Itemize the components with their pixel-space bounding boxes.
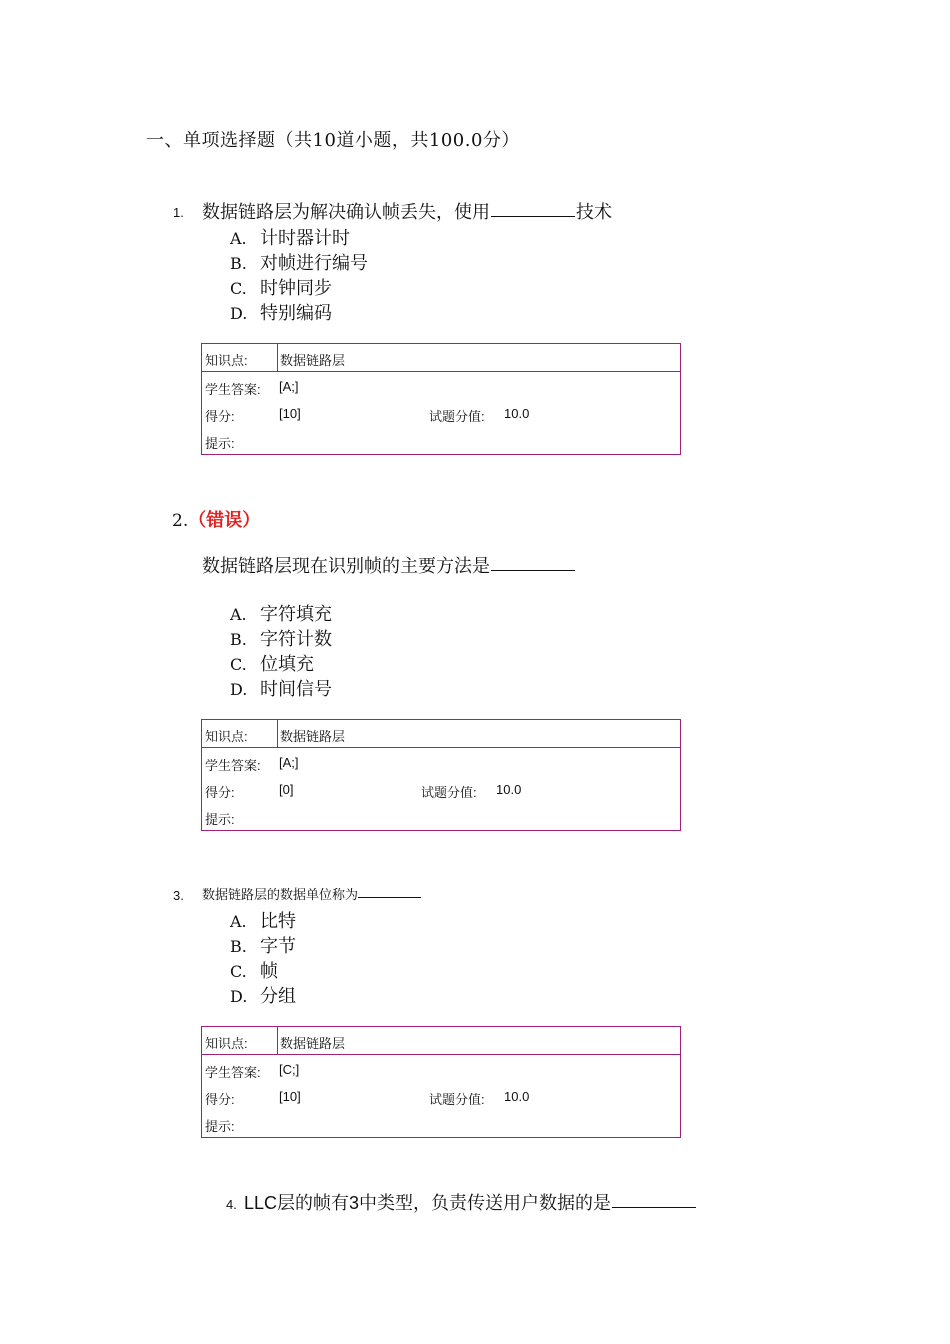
student-answer-value: [C;] [279, 1062, 300, 1077]
knowledge-label: 知识点: [205, 353, 248, 368]
full-score-value: 10.0 [496, 782, 522, 797]
option-b: B. 字符计数 [230, 629, 332, 650]
option-d: D. 特别编码 [230, 303, 332, 324]
question-number: 3. [173, 888, 184, 903]
answer-blank [491, 569, 575, 571]
option-b: B. 字节 [230, 936, 296, 957]
section-title: 一、单项选择题（共10道小题，共100.0分） [146, 130, 520, 151]
answer-info-box [201, 343, 681, 455]
question-text: LLC层的帧有3中类型，负责传送用户数据的是 [244, 1189, 697, 1215]
option-d: D. 分组 [230, 986, 296, 1007]
score-label: 得分: [205, 785, 235, 800]
student-answer-label: 学生答案: [205, 758, 261, 773]
option-b: B. 对帧进行编号 [230, 253, 368, 274]
answer-blank [358, 896, 421, 898]
score-label: 得分: [205, 1092, 235, 1107]
knowledge-value: 数据链路层 [280, 353, 346, 368]
score-value: [10] [279, 1089, 301, 1104]
student-answer-value: [A;] [279, 755, 299, 770]
option-a: A. 字符填充 [230, 604, 332, 625]
answer-info-box [201, 1026, 681, 1138]
question-text: 数据链路层的数据单位称为 [202, 884, 421, 903]
knowledge-label: 知识点: [205, 1036, 248, 1051]
question-number: 2.（错误） [172, 510, 261, 531]
full-score-label: 试题分值: [429, 1092, 485, 1107]
full-score-label: 试题分值: [429, 409, 485, 424]
score-value: [10] [279, 406, 301, 421]
student-answer-label: 学生答案: [205, 1065, 261, 1080]
answer-blank [491, 215, 575, 217]
option-a: A. 比特 [230, 911, 296, 932]
student-answer-value: [A;] [279, 379, 299, 394]
student-answer-label: 学生答案: [205, 382, 261, 397]
question-number: 1. [173, 205, 184, 220]
hint-label: 提示: [205, 1119, 235, 1134]
option-c: C. 时钟同步 [230, 278, 332, 299]
answer-blank [612, 1206, 696, 1208]
option-c: C. 位填充 [230, 654, 314, 675]
option-a: A. 计时器计时 [230, 228, 350, 249]
score-label: 得分: [205, 409, 235, 424]
wrong-status: （错误） [188, 510, 261, 531]
question-text: 数据链路层现在识别帧的主要方法是 [202, 552, 576, 578]
full-score-value: 10.0 [504, 406, 530, 421]
option-d: D. 时间信号 [230, 679, 332, 700]
knowledge-value: 数据链路层 [280, 729, 346, 744]
answer-info-box [201, 719, 681, 831]
knowledge-label: 知识点: [205, 729, 248, 744]
hint-label: 提示: [205, 812, 235, 827]
question-number: 4. [226, 1197, 237, 1212]
option-c: C. 帧 [230, 961, 278, 982]
question-text: 数据链路层为解决确认帧丢失，使用 技术 [202, 202, 612, 223]
score-value: [0] [279, 782, 294, 797]
hint-label: 提示: [205, 436, 235, 451]
full-score-label: 试题分值: [421, 785, 477, 800]
full-score-value: 10.0 [504, 1089, 530, 1104]
knowledge-value: 数据链路层 [280, 1036, 346, 1051]
